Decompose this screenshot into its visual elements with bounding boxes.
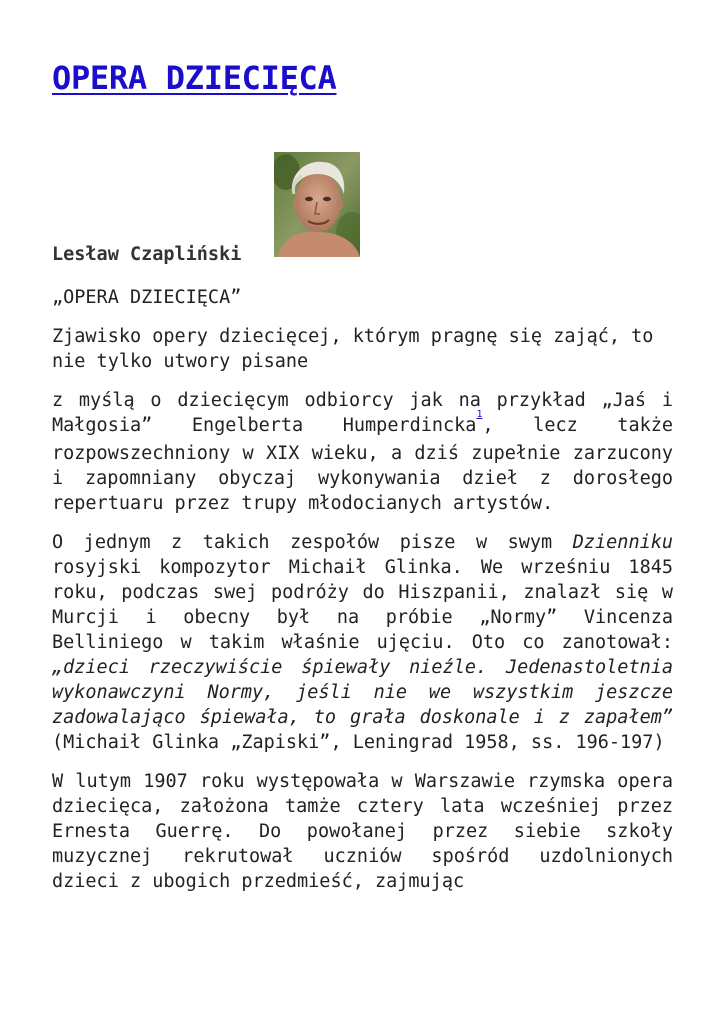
paragraph-3-text-a: O jednym z takich zespołów pisze w swym xyxy=(52,532,573,553)
author-name: Lesław Czapliński xyxy=(52,244,242,265)
paragraph-2-text-b: , lecz także rozpowszechniony w XIX wieku, a dziś zupełnie zarzucony i zapomniany obyczaj wykonywania dzieł z dorosłego repertuaru przez trupy młodocianych artystów. xyxy=(52,415,673,514)
glinka-quote: „dzieci rzeczywiście śpiewały nieźle. Jedenastoletnia wykonawczyni Normy, jeśli nie we wszystkim jeszcze zadowalająco śpiewała, to grała doskonale i z zapałem” xyxy=(52,657,673,728)
article-title-link[interactable]: OPERA DZIECIĘCA xyxy=(52,59,337,97)
paragraph-3-text-c: (Michaił Glinka „Zapiski”, Leningrad 1958, ss. 196-197) xyxy=(52,732,665,753)
article-subtitle: „OPERA DZIECIĘCA” xyxy=(52,287,242,308)
paragraph-4: W lutym 1907 roku występowała w Warszawie rzymska opera dziecięca, założona tamże cztery lata wcześniej przez Ernesta Guerrę. Do powołanej przez siebie szkoły muzycznej rekrutował uczniów spośród uzdolnionych dzieci z ubogich przedmieść, zajmując xyxy=(52,771,673,892)
author-portrait xyxy=(274,152,360,257)
paragraph-3 xyxy=(52,530,673,755)
article-body xyxy=(52,285,673,908)
author-portrait-image xyxy=(274,152,360,257)
author-block xyxy=(52,152,673,267)
paragraph-1: Zjawisko opery dziecięcej, którym pragnę się zająć, to nie tylko utwory pisane xyxy=(52,326,654,372)
article-title xyxy=(52,58,337,98)
book-title-dziennik: Dzienniku xyxy=(572,532,673,553)
paragraph-2-text-a: z myślą o dziecięcym odbiorcy jak na przykład „Jaś i Małgosia” Engelberta Humperdincka xyxy=(52,390,673,436)
paragraph-2 xyxy=(52,388,673,516)
paragraph-3-text-b: rosyjski kompozytor Michaił Glinka. We wrześniu 1845 roku, podczas swej podróży do Hiszpanii, znalazł się w Murcji i obecny był na próbie „Normy” Vincenza Belliniego w takim właśnie ujęciu. Oto co zanotował: xyxy=(52,557,673,653)
footnote-link-1[interactable]: 1 xyxy=(476,409,483,420)
